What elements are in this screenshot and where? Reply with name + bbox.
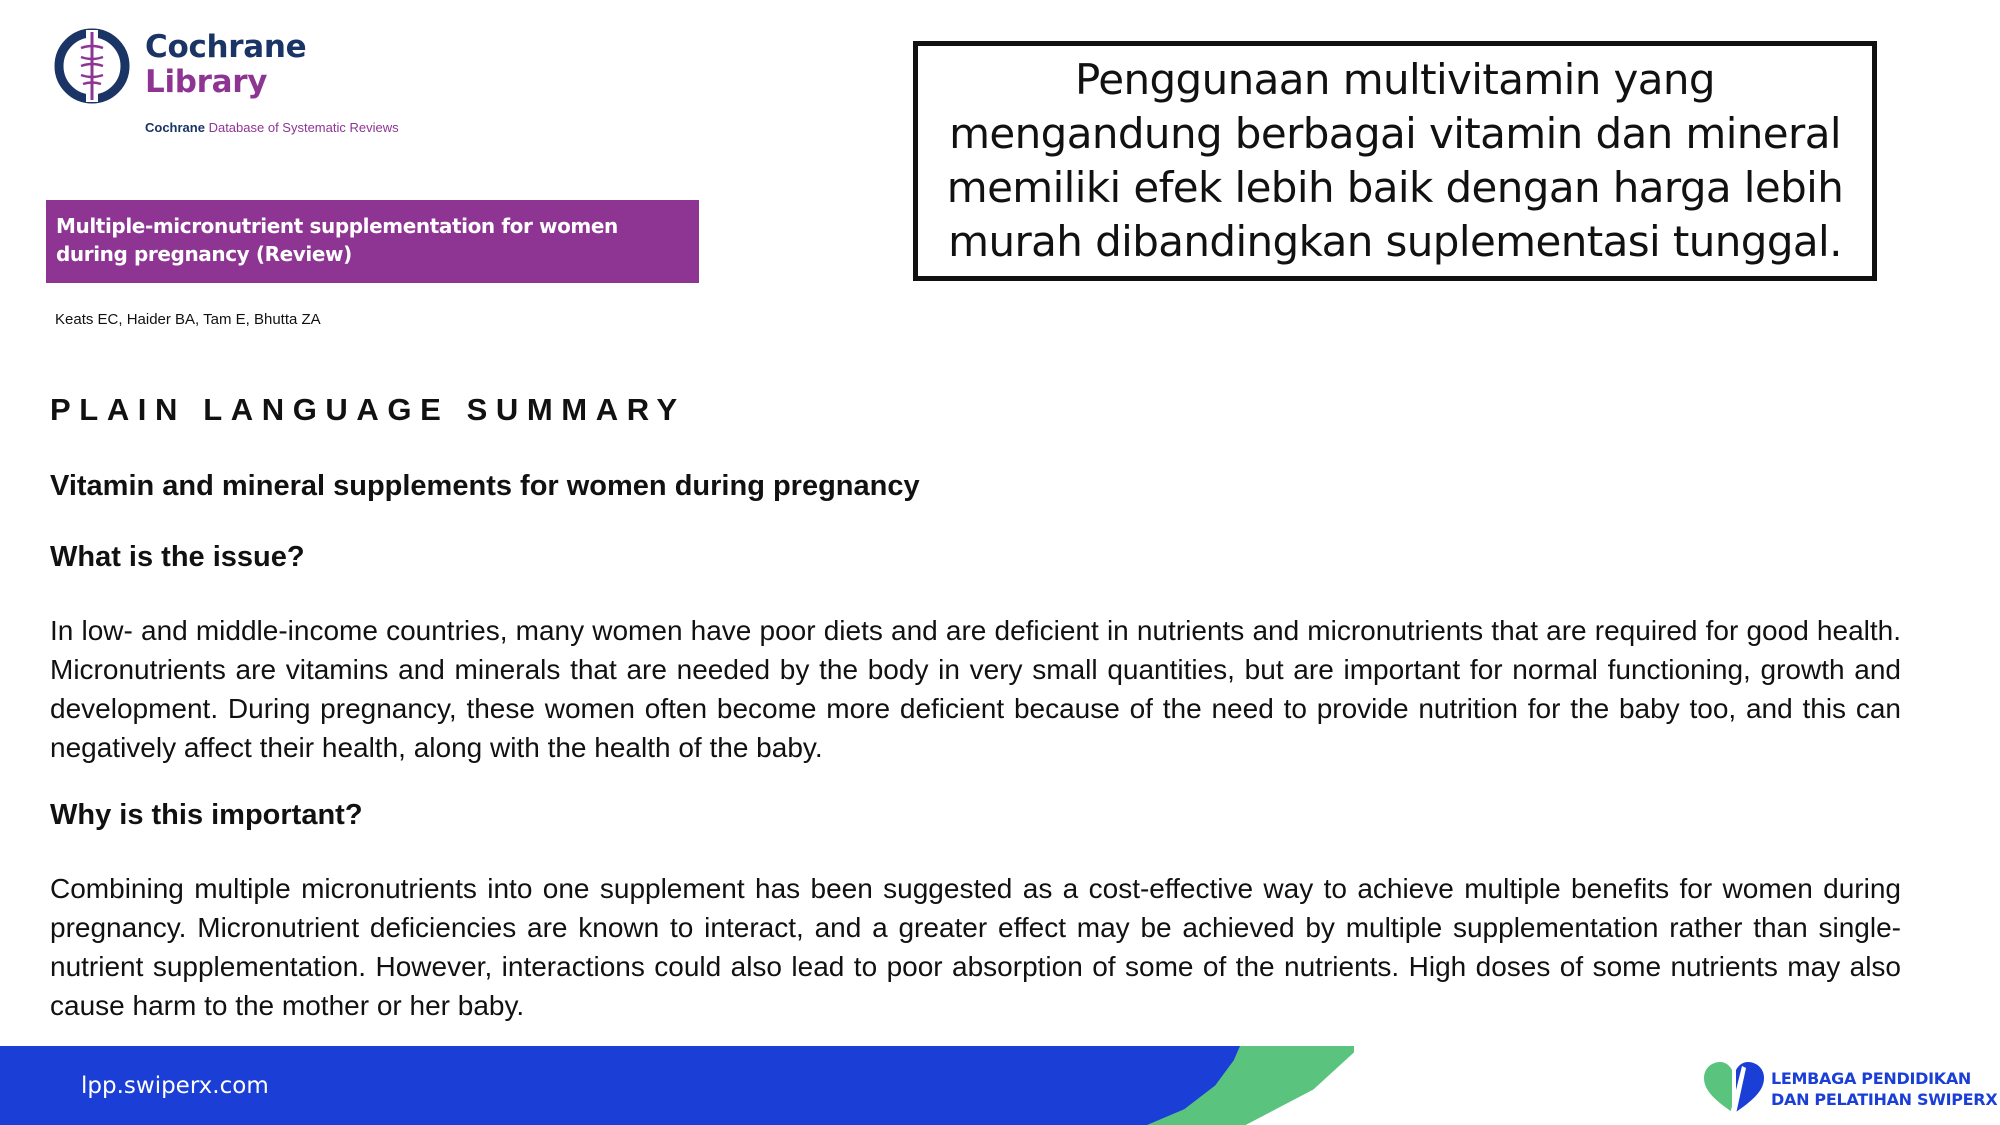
review-title-banner <box>46 200 699 283</box>
swiperx-heart-logo-icon <box>1702 1060 1766 1114</box>
logo-sub-rest: Database of Systematic Reviews <box>204 120 399 135</box>
lpp-swiperx-org-name <box>1771 1068 1997 1110</box>
logo-brand-line1: Cochrane <box>145 29 307 65</box>
logo-sub-bold: Cochrane <box>145 120 205 135</box>
org-line2: DAN PELATIHAN SWIPERX <box>1771 1090 1998 1109</box>
question-issue-heading: What is the issue? <box>50 541 305 573</box>
cochrane-library-wordmark <box>145 30 306 100</box>
logo-subtitle <box>145 120 399 135</box>
review-authors: Keats EC, Haider BA, Tam E, Bhutta ZA <box>55 311 321 328</box>
question-importance-heading: Why is this important? <box>50 799 363 831</box>
review-title: Multiple-micronutrient supplementation for women during pregnancy (Review) <box>56 214 618 266</box>
callout-text: Penggunaan multivitamin yang mengandung berbagai vitamin dan mineral memiliki efek lebih baik dengan harga lebih murah dibandingkan suplementasi tunggal. <box>946 55 1844 266</box>
issue-paragraph: In low- and middle-income countries, many women have poor diets and are deficient in nutrients and micronutrients that are required for good health. Micronutrients are vitamins and minerals that are needed by the body in very small quantities, but are important for normal functioning, growth and development. During pregnancy, these women often become more deficient because of the need to provide nutrition for the baby too, and this can negatively affect their health, along with the health of the baby. <box>50 615 1901 763</box>
org-line1: LEMBAGA PENDIDIKAN <box>1771 1069 1971 1088</box>
plain-language-summary-heading: PLAIN LANGUAGE SUMMARY <box>50 392 686 427</box>
footer-url[interactable]: lpp.swiperx.com <box>81 1073 269 1099</box>
callout-box <box>913 41 1877 281</box>
importance-paragraph: Combining multiple micronutrients into one supplement has been suggested as a cost-effective way to achieve multiple benefits for women during pregnancy. Micronutrient deficiencies are known to interact, and a greater effect may be achieved by multiple supplementation rather than single-nutrient supplementation. However, interactions could also lead to poor absorption of some of the nutrients. High doses of some nutrients may also cause harm to the mother or her baby. <box>50 873 1901 1021</box>
summary-subtitle: Vitamin and mineral supplements for women during pregnancy <box>50 470 920 502</box>
logo-brand-line2: Library <box>145 64 268 100</box>
cochrane-logo-icon <box>52 26 132 106</box>
